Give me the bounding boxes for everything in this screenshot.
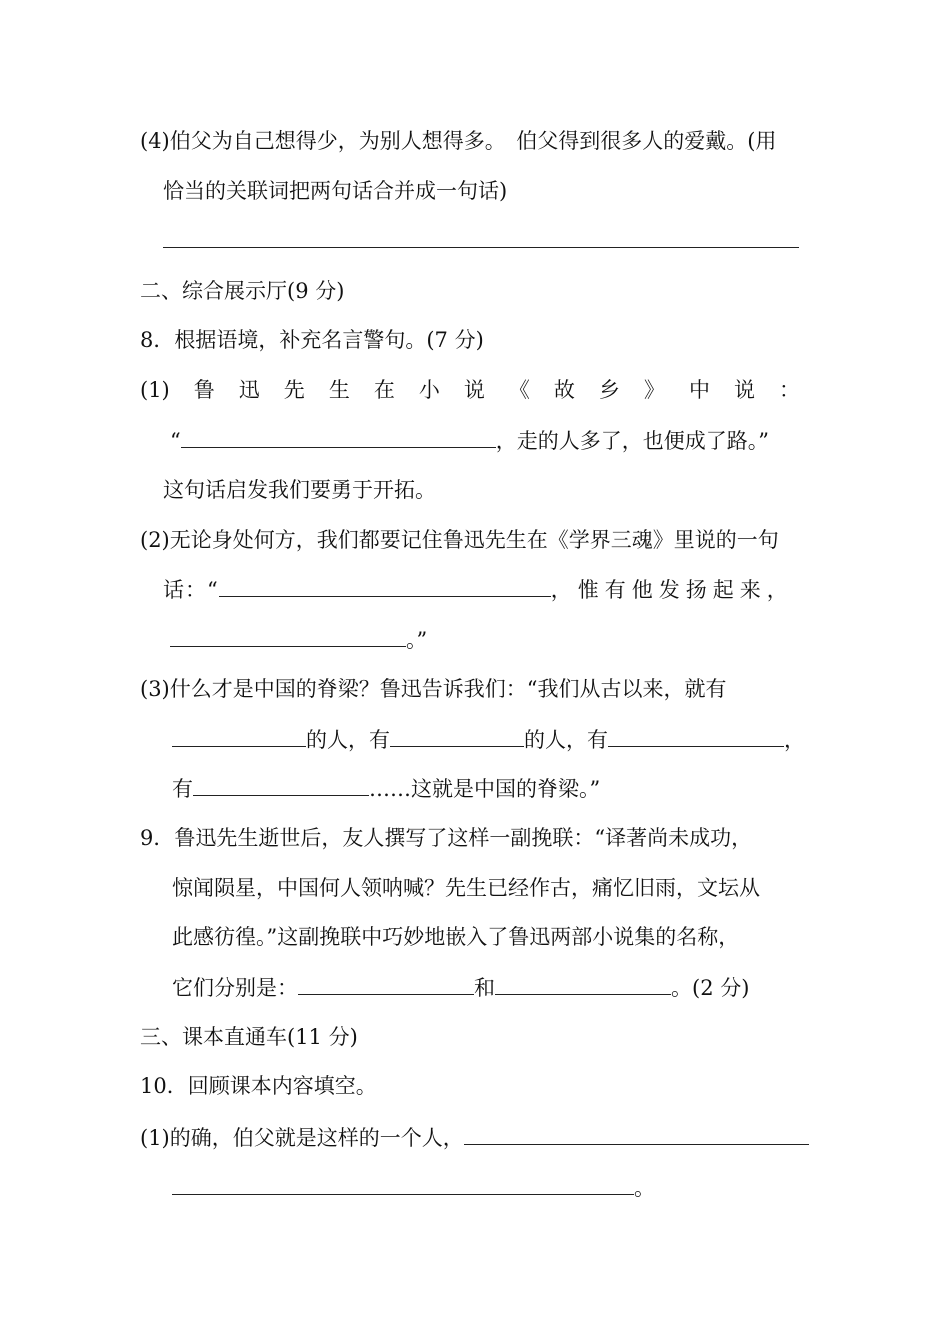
q10-stem: 10．回顾课本内容填空。	[140, 1074, 377, 1098]
q9-line2: 惊闻陨星，中国何人领呐喊？先生已经作古，痛忆旧雨，文坛从	[172, 876, 760, 900]
q8-1-char: 鲁	[193, 378, 215, 402]
q9-prefix: 它们分别是：	[172, 976, 298, 1000]
q8-3-blank-1[interactable]	[172, 724, 306, 747]
q8-1-char: 乡	[598, 378, 620, 402]
q9-line4	[172, 972, 749, 1003]
q8-1-char: 生	[328, 378, 350, 402]
q9-blank-2[interactable]	[495, 972, 671, 995]
q9-score: 。(2 分)	[671, 976, 750, 1000]
q8-3-blank-2[interactable]	[390, 724, 524, 747]
q8-3-line2	[172, 724, 805, 755]
q9-blank-1[interactable]	[298, 972, 474, 995]
q8-1-char: 在	[373, 378, 395, 402]
q10-1-blank-1[interactable]	[464, 1122, 809, 1145]
q8-1-char: 小	[418, 378, 440, 402]
q8-3-seg2: 的人，有	[524, 728, 608, 752]
q8-2-blank-2[interactable]	[170, 624, 406, 647]
q8-1-after-blank: ，走的人多了，也便成了路。”	[495, 429, 769, 453]
q8-3-seg1: 的人，有	[306, 728, 390, 752]
q7-4-answer-line[interactable]	[163, 247, 799, 248]
q8-1-char: 说	[463, 378, 485, 402]
q8-1-line3: 这句话启发我们要勇于开拓。	[163, 478, 436, 502]
q10-1-line1	[140, 1122, 809, 1153]
q9-line1: 9．鲁迅先生逝世后，友人撰写了这样一副挽联：“译著尚未成功，	[140, 826, 753, 850]
q9-and: 和	[474, 976, 495, 1000]
q8-1-char: ：	[778, 378, 800, 402]
q9-line3: 此感彷徨。”这副挽联中巧妙地嵌入了鲁迅两部小说集的名称，	[172, 925, 740, 949]
q8-2-end: 。”	[406, 628, 428, 652]
q8-3-blank-3[interactable]	[608, 724, 784, 747]
q8-3-blank-4[interactable]	[193, 773, 369, 796]
q8-1-char: 》	[643, 378, 665, 402]
q8-3-you: 有	[172, 777, 193, 801]
q8-2-line2	[163, 574, 794, 605]
q10-1-prefix: (1)的确，伯父就是这样的一个人，	[140, 1126, 464, 1150]
q8-3-tail: ……这就是中国的脊梁。”	[369, 777, 601, 801]
q8-3-line3	[172, 773, 600, 804]
q8-1-line1	[140, 375, 800, 405]
q8-1-char: 说	[733, 378, 755, 402]
q8-2-blank-1[interactable]	[219, 574, 551, 597]
q10-1-line2	[172, 1172, 655, 1203]
q8-stem: 8．根据语境，补充名言警句。(7 分)	[140, 328, 484, 352]
q8-3-seg3: ，	[784, 728, 805, 752]
q8-2-line1: (2)无论身处何方，我们都要记住鲁迅先生在《学界三魂》里说的一句	[140, 528, 779, 552]
q8-2-prefix: 话：“	[163, 578, 219, 602]
q8-1-char: 迅	[238, 378, 260, 402]
q8-3-line1: (3)什么才是中国的脊梁？鲁迅告诉我们：“我们从古以来，就有	[140, 677, 727, 701]
q10-1-blank-2[interactable]	[172, 1172, 634, 1195]
q8-1-char: (1)	[140, 378, 170, 402]
q8-1-char: 中	[688, 378, 710, 402]
section-2-heading: 二、综合展示厅(9 分)	[140, 279, 345, 303]
q8-1-line2	[170, 425, 769, 456]
q10-1-end: 。	[634, 1176, 655, 1200]
q7-4-line2: 恰当的关联词把两句话合并成一句话)	[163, 179, 508, 203]
q8-1-char: 先	[283, 378, 305, 402]
q7-4-line1: (4)伯父为自己想得少，为别人想得多。 伯父得到很多人的爱戴。(用	[140, 129, 777, 153]
q8-1-char: 《	[508, 378, 530, 402]
q8-1-open-quote: “	[170, 429, 181, 453]
q8-2-after-blank: ，惟有他发扬起来，	[550, 578, 794, 602]
section-3-heading: 三、课本直通车(11 分)	[140, 1025, 358, 1049]
q8-2-line3	[170, 624, 427, 655]
q8-1-char: 故	[553, 378, 575, 402]
q8-1-blank[interactable]	[181, 425, 496, 448]
